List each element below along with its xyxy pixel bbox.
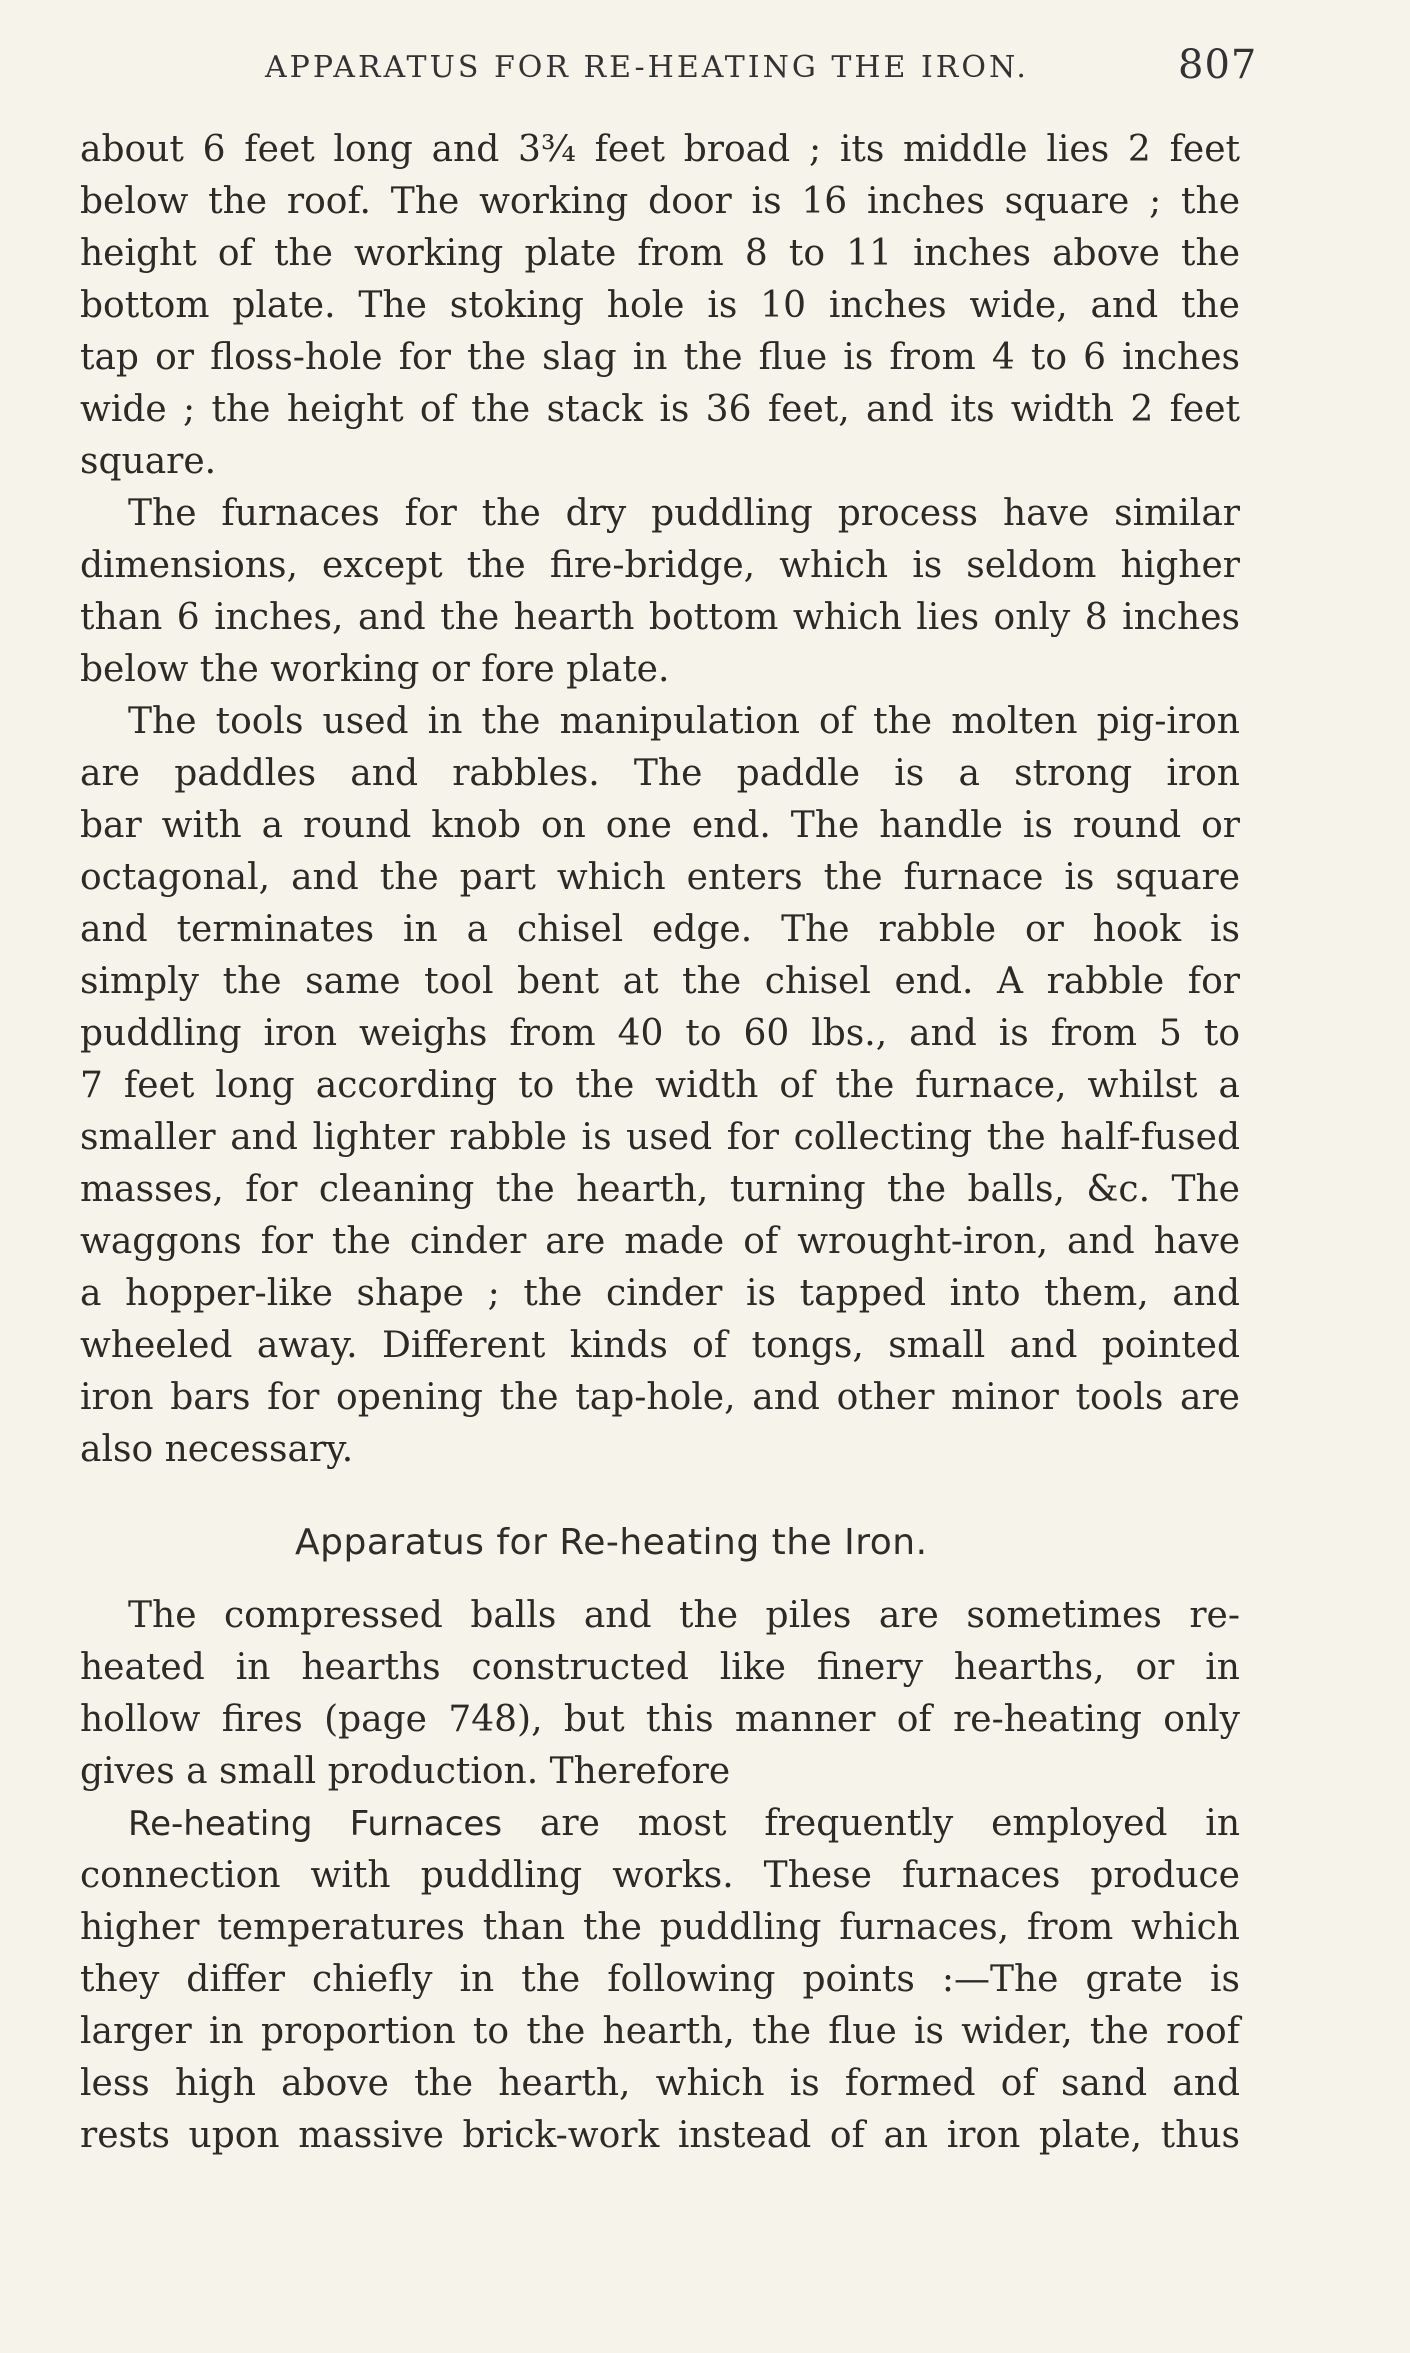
text-line: The tools used in the manipulation of the molten pig-iron <box>128 701 1240 742</box>
text-line: iron bars for opening the tap-hole, and other minor tools are <box>80 1377 1240 1418</box>
text-line: they differ chiefly in the following points :—The grate is <box>80 1959 1240 2000</box>
text-line: wheeled away. Different kinds of tongs, small and pointed <box>80 1325 1240 1366</box>
text-line: smaller and lighter rabble is used for collecting the half-fused <box>80 1117 1240 1158</box>
text-line: simply the same tool bent at the chisel end. A rabble for <box>80 961 1240 1002</box>
text-line: The compressed balls and the piles are sometimes re- <box>128 1595 1240 1636</box>
text-line: than 6 inches, and the hearth bottom which lies only 8 inches <box>80 597 1240 638</box>
text-line: square. <box>80 441 217 482</box>
text-line: waggons for the cinder are made of wrought-iron, and have <box>80 1221 1240 1262</box>
text-line: below the roof. The working door is 16 inches square ; the <box>80 181 1240 222</box>
text-line: puddling iron weighs from 40 to 60 lbs., and is from 5 to <box>80 1013 1240 1054</box>
text-line: 7 feet long according to the width of the furnace, whilst a <box>80 1065 1240 1106</box>
text-line: are paddles and rabbles. The paddle is a strong iron <box>80 753 1240 794</box>
text-line: bar with a round knob on one end. The handle is round or <box>80 805 1240 846</box>
text-line: gives a small production. Therefore <box>80 1751 731 1792</box>
text-line: wide ; the height of the stack is 36 feet, and its width 2 feet <box>80 389 1240 430</box>
text-line <box>128 1802 1240 1846</box>
text-line: larger in proportion to the hearth, the flue is wider, the roof <box>80 2011 1240 2052</box>
text-line: dimensions, except the fire-bridge, which is seldom higher <box>80 545 1240 586</box>
text-line: connection with puddling works. These furnaces produce <box>80 1855 1240 1896</box>
text-line: a hopper-like shape ; the cinder is tapped into them, and <box>80 1273 1240 1314</box>
text-line: bottom plate. The stoking hole is 10 inches wide, and the <box>80 285 1240 326</box>
text-line: higher temperatures than the puddling furnaces, from which <box>80 1907 1240 1948</box>
text-line: masses, for cleaning the hearth, turning the balls, &c. The <box>80 1169 1240 1210</box>
text-line: height of the working plate from 8 to 11 inches above the <box>80 233 1240 274</box>
text-line: below the working or fore plate. <box>80 649 670 690</box>
text-line: also necessary. <box>80 1429 354 1470</box>
running-head: APPARATUS FOR RE-HEATING THE IRON. <box>265 50 1029 85</box>
text-line: heated in hearths constructed like finery hearths, or in <box>80 1647 1240 1688</box>
text-line: less high above the hearth, which is formed of sand and <box>80 2063 1240 2104</box>
run-in-text: are most frequently employed in <box>502 1803 1241 1844</box>
text-line: about 6 feet long and 3¾ feet broad ; its middle lies 2 feet <box>80 129 1240 170</box>
page-number: 807 <box>1178 42 1258 88</box>
text-line: The furnaces for the dry puddling process have similar <box>128 493 1240 534</box>
text-line: and terminates in a chisel edge. The rabble or hook is <box>80 909 1240 950</box>
section-heading: Apparatus for Re-heating the Iron. <box>295 1522 928 1563</box>
text-line: tap or floss-hole for the slag in the flue is from 4 to 6 inches <box>80 337 1240 378</box>
text-line: rests upon massive brick-work instead of an iron plate, thus <box>80 2115 1240 2156</box>
text-line: octagonal, and the part which enters the furnace is square <box>80 857 1240 898</box>
text-line: hollow fires (page 748), but this manner of re-heating only <box>80 1699 1240 1740</box>
run-in-heading: Re-heating Furnaces <box>128 1804 503 1844</box>
